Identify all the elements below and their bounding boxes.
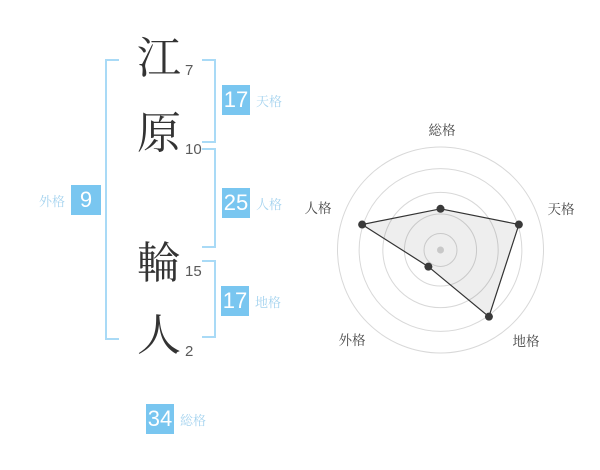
bracket-tenkaku xyxy=(202,59,216,143)
badge-jinkaku xyxy=(222,188,282,218)
tenkaku-label: 天格 xyxy=(256,93,283,109)
soukaku-label: 総格 xyxy=(180,412,207,428)
axis-label-jinkaku: 人格 xyxy=(304,201,332,216)
bracket-chikaku xyxy=(202,260,216,338)
name-char-4: 人 xyxy=(137,311,181,360)
radar-data-point xyxy=(424,263,432,271)
badge-chikaku xyxy=(221,286,281,316)
chikaku-label: 地格 xyxy=(255,294,282,310)
gaikaku-value: 9 xyxy=(71,185,101,215)
bracket-gaikaku xyxy=(105,59,119,340)
radar-data-point xyxy=(358,221,366,229)
radar-data-point xyxy=(515,221,523,229)
name-char-3: 輪 xyxy=(137,239,181,288)
axis-label-gaikaku: 外格 xyxy=(338,333,366,348)
badge-tenkaku xyxy=(222,85,282,115)
radar-chart-area xyxy=(300,100,600,400)
soukaku-value: 34 xyxy=(146,404,174,434)
tenkaku-value: 17 xyxy=(222,85,250,115)
stroke-count-2: 10 xyxy=(185,141,202,158)
axis-label-soukaku: 総格 xyxy=(428,123,456,138)
stroke-count-4: 2 xyxy=(185,343,194,360)
bracket-jinkaku xyxy=(202,148,216,248)
name-char-2: 原 xyxy=(137,109,181,158)
radar-center-dot xyxy=(437,247,444,254)
stroke-count-1: 7 xyxy=(185,62,194,79)
badge-gaikaku xyxy=(39,185,101,215)
radar-chart xyxy=(300,100,600,400)
gaikaku-label: 外格 xyxy=(39,193,66,209)
chikaku-value: 17 xyxy=(221,286,249,316)
radar-plot xyxy=(338,147,544,353)
name-char-1: 江 xyxy=(137,34,181,83)
badge-soukaku xyxy=(146,404,206,434)
radar-data-point xyxy=(437,205,445,213)
radar-data-polygon xyxy=(362,209,519,317)
axis-label-tenkaku: 天格 xyxy=(547,202,575,217)
jinkaku-label: 人格 xyxy=(256,196,283,212)
jinkaku-value: 25 xyxy=(222,188,250,218)
radar-data-point xyxy=(485,313,493,321)
stroke-count-3: 15 xyxy=(185,263,202,280)
axis-label-chikaku: 地格 xyxy=(512,334,540,349)
